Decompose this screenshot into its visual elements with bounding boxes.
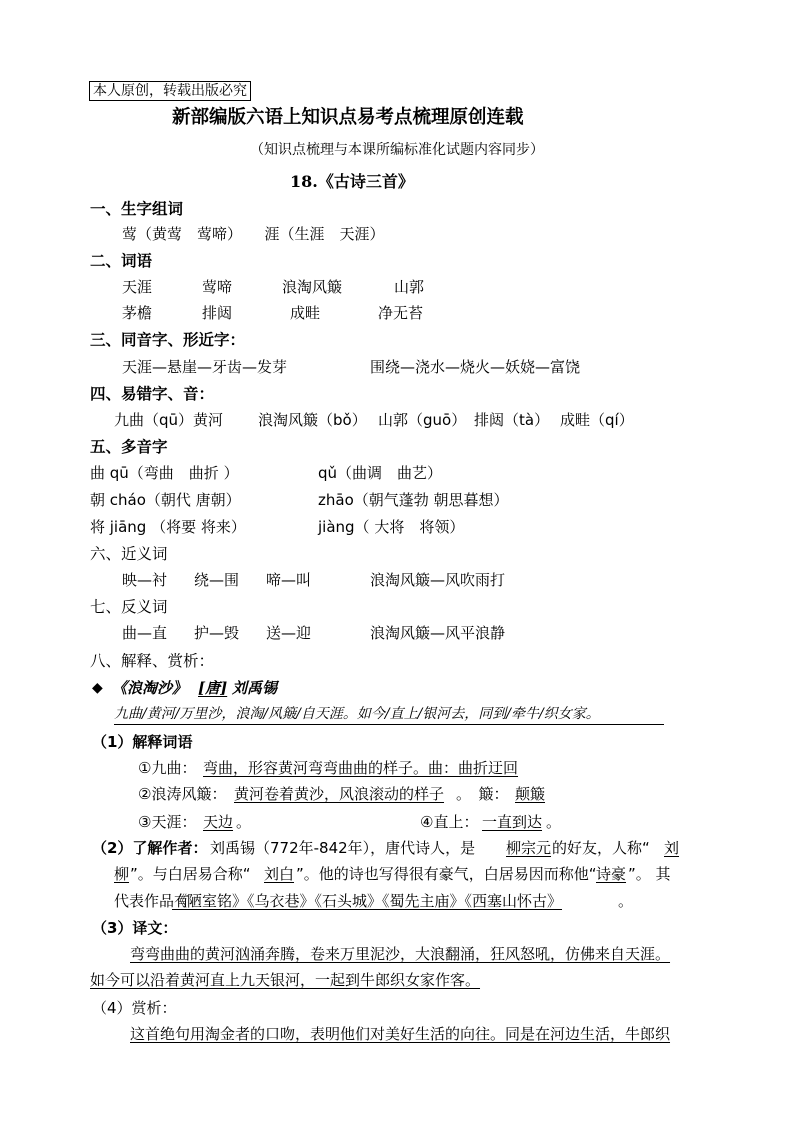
section-title-mistakes: 四、易错字、音： <box>90 385 215 403</box>
mistake-item: 九曲（qū）黄河 <box>114 411 224 429</box>
vocab-definition: 弯曲，形容黄河弯弯曲曲的样子。曲：曲折迂回 <box>203 759 519 777</box>
part-title-translation: （3）译文： <box>92 919 178 937</box>
polyphone-item: 将 jiāng （将要 将来） <box>90 518 246 536</box>
vocab-end: 。 <box>236 813 252 831</box>
translation-line: 弯弯曲曲的黄河汹涌奔腾，卷来万里泥沙，大浪翻涌，狂风怒吼，仿佛来自天涯。 <box>130 945 671 963</box>
section-title-characters: 一、生字组词 <box>90 200 184 218</box>
word-item: 莺啼 <box>202 278 233 296</box>
vocab-label: ③天涯： <box>138 813 197 831</box>
poem-author: 刘禹锡 <box>232 679 278 697</box>
copyright-notice: 本人原创，转载出版必究 <box>89 81 251 101</box>
author-text: 的好友，人称“ <box>552 839 650 857</box>
translation-line: 如今可以沿着黄河直上九天银河，一起到牛郎织女家作客。 <box>90 971 481 989</box>
polyphone-item: 曲 qū（弯曲 曲折 ） <box>90 464 239 482</box>
polyphone-item: 朝 cháo（朝代 唐朝） <box>90 491 241 509</box>
antonym-item: 送—迎 <box>266 624 312 642</box>
vocab-label: ④直上： <box>420 813 479 831</box>
author-highlight: 诗豪 <box>596 865 627 883</box>
part-title-appreciation: （4）赏析： <box>92 999 177 1017</box>
word-item: 天涯 <box>122 278 153 296</box>
vocab-label: ②浪涛风簸： <box>138 785 227 803</box>
mistake-item: 排闼（tà） <box>474 411 550 429</box>
author-text: ”。他的诗也写得很有豪气，白居易因而称他“ <box>296 865 597 883</box>
antonym-item: 曲—直 <box>122 624 168 642</box>
poem-underline <box>114 724 664 725</box>
word-item: 浪淘风簸 <box>282 278 343 296</box>
vocab-label: ①九曲： <box>138 759 197 777</box>
mistake-item: 山郭（guō） <box>378 411 467 429</box>
word-item: 茅檐 <box>122 304 153 322</box>
mistake-item: 成畦（qí） <box>560 411 634 429</box>
section-title-analysis: 八、解释、赏析： <box>90 652 215 670</box>
poem-title: 《浪淘沙》 <box>112 679 188 697</box>
author-text: ”。 其 <box>628 865 671 883</box>
appreciation-line: 这首绝句用淘金者的口吻，表明他们对美好生活的向往。同是在河边生活，牛郎织 <box>130 1025 671 1043</box>
poem-dynasty: [唐] <box>198 679 228 697</box>
antonym-item: 浪淘风簸—风平浪静 <box>370 624 506 642</box>
antonym-item: 护—毁 <box>194 624 240 642</box>
vocab-separator: 。 簸： <box>456 785 509 803</box>
section-title-homophones: 三、同音字、形近字： <box>90 331 246 349</box>
page-title: 新部编版六语上知识点易考点梳理原创连载 <box>172 107 524 128</box>
section-title-words: 二、词语 <box>90 252 153 270</box>
polyphone-item: zhāo（朝气蓬勃 朝思暮想） <box>318 491 509 509</box>
author-highlight: 柳 <box>114 865 130 883</box>
author-text: 刘禹锡（772年-842年），唐代诗人，是 <box>210 839 476 857</box>
synonym-item: 浪淘风簸—风吹雨打 <box>370 571 506 589</box>
author-works: 《陋室铭》《乌衣巷》《石头城》《蜀先主庙》《西塞山怀古》 <box>172 892 563 910</box>
word-item: 净无苔 <box>378 304 424 322</box>
author-text: 代表作品有 <box>114 892 190 910</box>
author-text: ”。与白居易合称“ <box>130 865 251 883</box>
diamond-bullet-icon: ◆ <box>92 680 103 696</box>
author-highlight: 刘 <box>664 839 680 857</box>
synonym-item: 绕—围 <box>194 571 240 589</box>
author-highlight: 刘白 <box>264 865 295 883</box>
polyphone-item: qǔ（曲调 曲艺） <box>318 464 443 482</box>
homophone-group: 围绕—浇水—烧火—妖娆—富饶 <box>370 358 581 376</box>
vocab-definition: 颠簸 <box>515 785 546 803</box>
lesson-title: 18.《古诗三首》 <box>290 172 414 191</box>
vocab-end: 。 <box>546 813 562 831</box>
section-title-synonyms: 六、近义词 <box>90 545 168 563</box>
synonym-item: 映—衬 <box>122 571 168 589</box>
word-item: 成畦 <box>290 304 321 322</box>
page-subtitle: （知识点梳理与本课所编标准化试题内容同步） <box>250 142 544 158</box>
part-title-author: （2）了解作者： <box>92 839 208 857</box>
section-title-polyphones: 五、多音字 <box>90 438 168 456</box>
characters-line: 莺（黄莺 莺啼） 涯（生涯 天涯） <box>122 225 385 243</box>
poem-text: 九曲/黄河/万里沙，浪淘/风簸/自天涯。如今/直上/银河去，同到/牵牛/织女家。 <box>114 706 600 722</box>
author-highlight: 柳宗元 <box>506 839 552 857</box>
vocab-definition: 天边 <box>203 813 234 831</box>
word-item: 排闼 <box>202 304 233 322</box>
vocab-definition: 黄河卷着黄沙，风浪滚动的样子 <box>234 785 445 803</box>
section-title-antonyms: 七、反义词 <box>90 598 168 616</box>
mistake-item: 浪淘风簸（bǒ） <box>258 411 367 429</box>
author-text: 。 <box>618 892 634 910</box>
homophone-group: 天涯—悬崖—牙齿—发芽 <box>122 358 288 376</box>
word-item: 山郭 <box>394 278 425 296</box>
polyphone-item: jiàng（ 大将 将领） <box>318 518 465 536</box>
synonym-item: 啼—叫 <box>266 571 312 589</box>
part-title-vocabulary: （1）解释词语 <box>92 733 193 751</box>
vocab-definition: 一直到达 <box>482 813 543 831</box>
